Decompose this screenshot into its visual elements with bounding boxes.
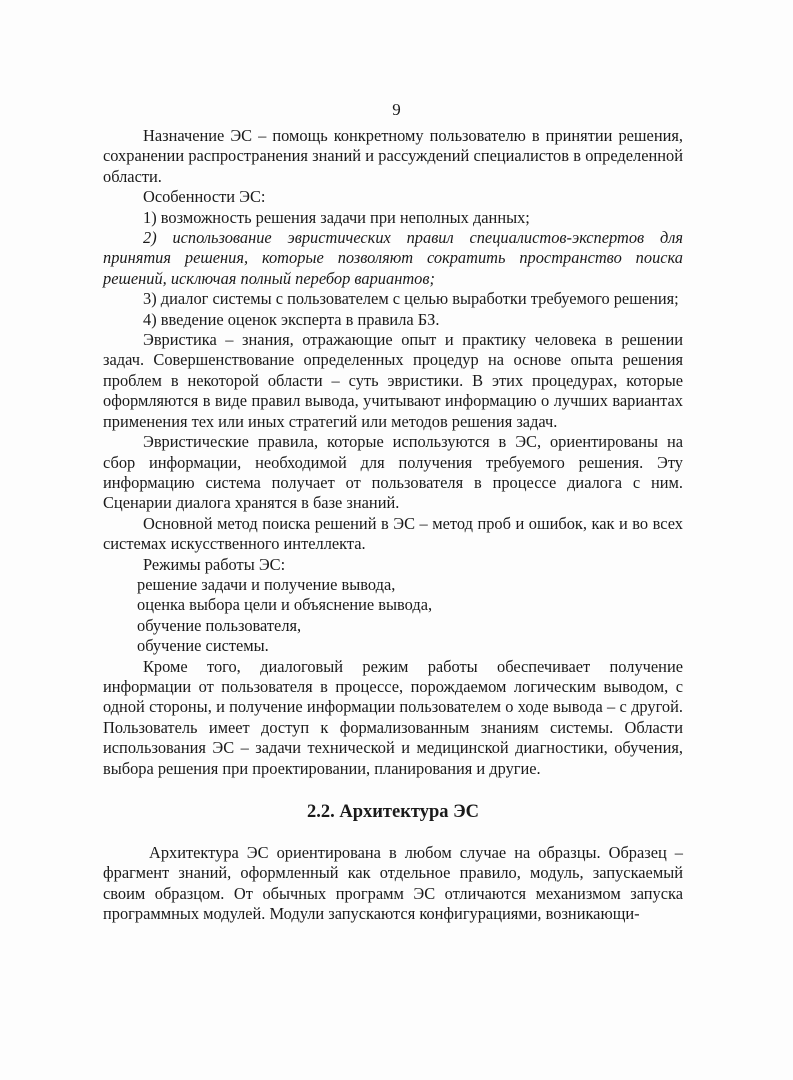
paragraph-architecture: Архитектура ЭС ориентирована в любом случае на образцы. Образец – фрагмент знаний, оформленный как отдельное правило, модуль, запускаемый своим образцом. От обычных программ ЭС отличаются механизмом запуска программных модулей. Модули запускаются конфигурациями, возникающи- [103,843,683,924]
paragraph-purpose: Назначение ЭС – помощь конкретному пользователю в принятии решения, сохранении распространения знаний и рассуждений специалистов в определенной области. [103,126,683,186]
feature-item-1: 1) возможность решения задачи при неполных данных; [143,207,530,227]
page-number: 9 [392,100,401,119]
paragraph-heuristic-rules: Эвристические правила, которые используются в ЭС, ориентированы на сбор информации, необходимой для получения требуемого решения. Эту информацию система получает от пользователя в процессе диалога с ним. Сценарии диалога хранятся в базе знаний. [103,432,683,513]
paragraph-search-method: Основной метод поиска решений в ЭС – метод проб и ошибок, как и во всех системах искусственного интеллекта. [103,513,683,554]
paragraph-dialog-mode: Кроме того, диалоговый режим работы обеспечивает получение информации от пользователя в процессе, порождаемом логическим выводом, с одной стороны, и получение информации пользователем о ходе вывода – с другой. Пользователь имеет доступ к формализованным знаниям системы. Области использования ЭС – задачи технической и медицинской диагностики, обучения, выбора решения при проектировании, планирования и другие. [103,656,683,778]
mode-item-1: решение задачи и получение вывода, [137,574,396,594]
page-content [103,126,683,925]
feature-item-4: 4) введение оценок эксперта в правила БЗ. [143,309,440,329]
paragraph-features-title: Особенности ЭС: [143,187,266,207]
paragraph-heuristics: Эвристика – знания, отражающие опыт и практику человека в решении задач. Совершенствование определенных процедур на основе опыта решения проблем в некоторой области – суть эвристики. В этих процедурах, которые оформляются в виде правил вывода, учитывают информацию о лучших вариантах применения тех или иных стратегий или методов решения задач. [103,330,683,431]
mode-item-3: обучение пользователя, [137,615,302,635]
feature-item-3: 3) диалог системы с пользователем с целью выработки требуемого решения; [143,289,679,309]
paragraph-modes-title: Режимы работы ЭС: [143,554,286,574]
mode-item-2: оценка выбора цели и объяснение вывода, [137,595,433,615]
section-heading: 2.2. Архитектура ЭС [306,802,480,822]
mode-item-4: обучение системы. [137,636,269,656]
feature-item-2: 2) использование эвристических правил специалистов-экспертов для принятия решения, которые позволяют сократить пространство поиска решений, исключая полный перебор вариантов; [103,228,683,288]
